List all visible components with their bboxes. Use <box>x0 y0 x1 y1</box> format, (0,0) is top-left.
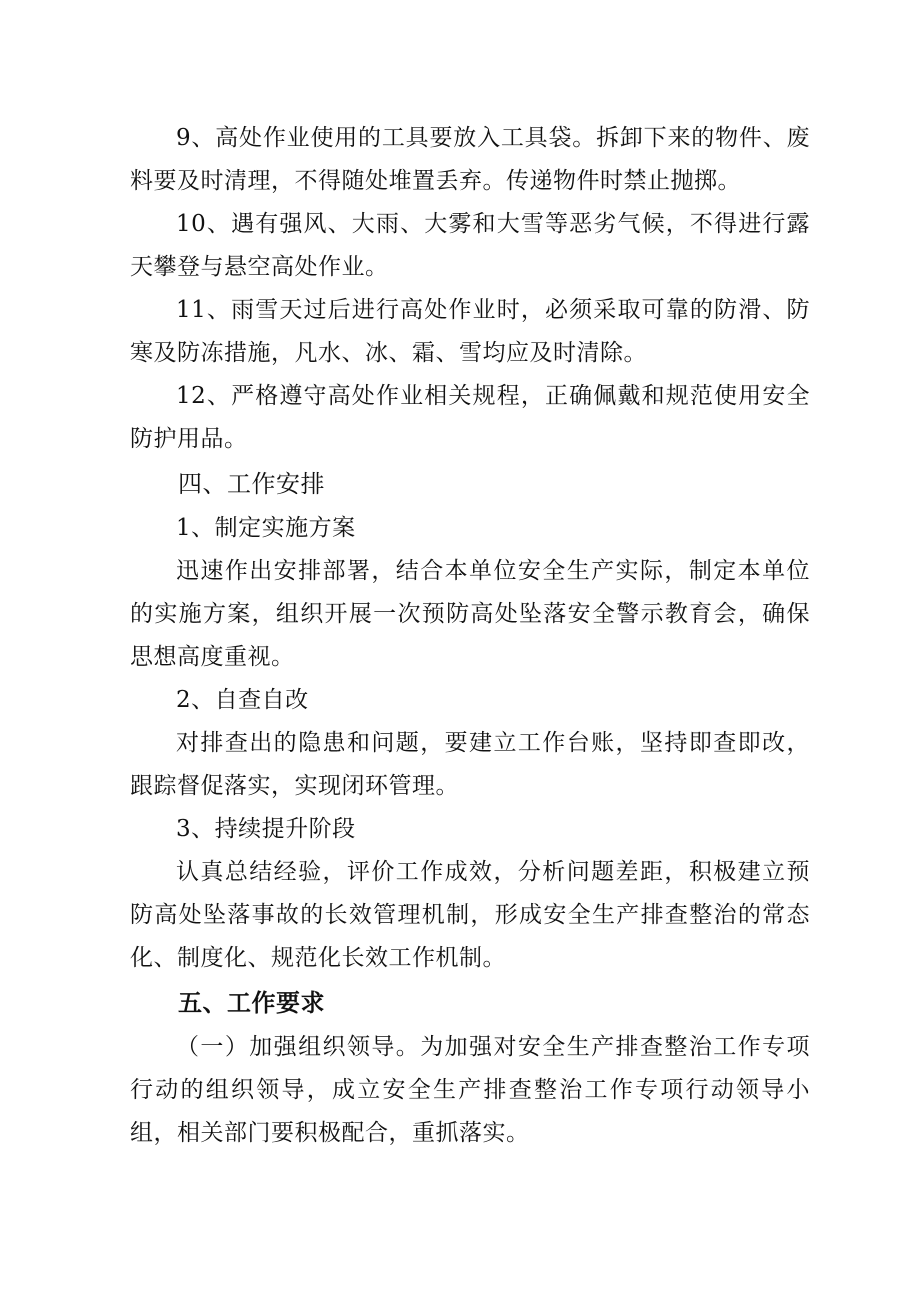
section-heading-work-arrangement: 四、工作安排 <box>178 470 325 498</box>
paragraph-item-12: 12、严格遵守高处作业相关规程，正确佩戴和规范使用安全防护用品。 <box>130 383 810 452</box>
paragraph-continuous-improvement: 认真总结经验，评价工作成效，分析问题差距，积极建立预防高处坠落事故的长效管理机制，形成安全生产排查整治的常态化、制度化、规范化长效工作机制。 <box>130 859 810 971</box>
paragraph-item-9: 9、高处作业使用的工具要放入工具袋。拆卸下来的物件、废料要及时清理，不得随处堆置丢弃。传递物件时禁止抛掷。 <box>130 125 810 194</box>
paragraph-item-10: 10、遇有强风、大雨、大雾和大雪等恶劣气候，不得进行露天攀登与悬空高处作业。 <box>130 211 810 280</box>
subheading-self-check: 2、自查自改 <box>176 687 309 713</box>
paragraph-implementation-plan: 迅速作出安排部署，结合本单位安全生产实际，制定本单位的实施方案，组织开展一次预防高处坠落安全警示教育会，确保思想高度重视。 <box>130 558 810 670</box>
paragraph-self-check: 对排查出的隐患和问题，要建立工作台账，坚持即查即改，跟踪督促落实，实现闭环管理。 <box>130 730 810 799</box>
paragraph-item-11: 11、雨雪天过后进行高处作业时，必须采取可靠的防滑、防寒及防冻措施，凡水、冰、霜、雪均应及时清除。 <box>130 297 810 366</box>
subheading-implementation-plan: 1、制定实施方案 <box>176 515 356 541</box>
document-body <box>130 117 810 1155</box>
subheading-continuous-improvement: 3、持续提升阶段 <box>176 816 356 842</box>
paragraph-organization-leadership: （一）加强组织领导。为加强对安全生产排查整治工作专项行动的组织领导，成立安全生产排查整治工作专项行动领导小组，相关部门要积极配合，重抓落实。 <box>130 1034 810 1146</box>
section-heading-work-requirements: 五、工作要求 <box>178 989 325 1017</box>
